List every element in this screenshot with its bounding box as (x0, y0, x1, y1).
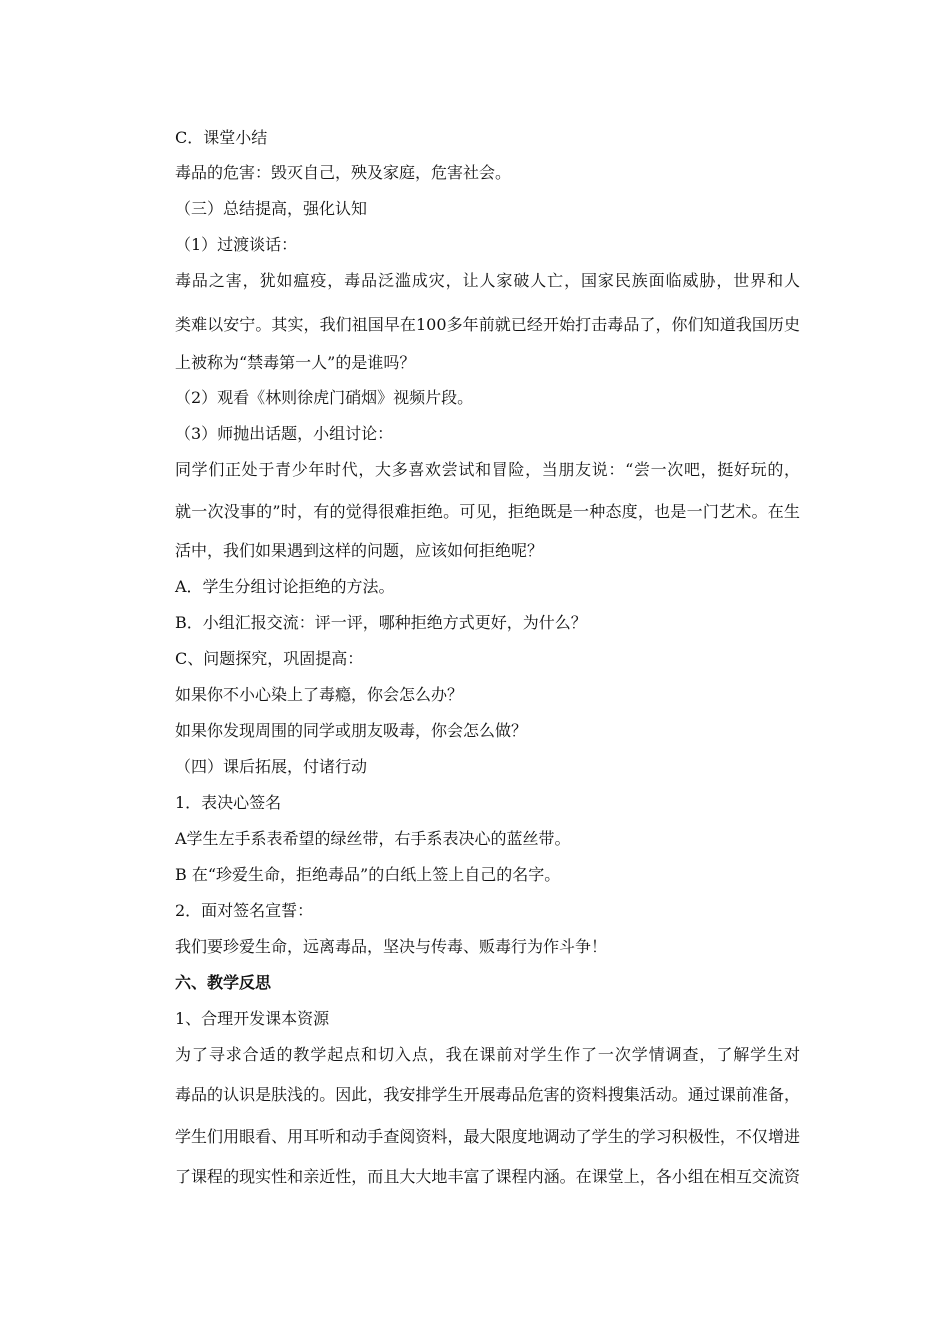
text-line: 我们要珍爱生命，远离毒品，坚决与传毒、贩毒行为作斗争！ (175, 937, 608, 956)
paragraph-line: 类难以安宁。其实，我们祖国早在100多年前就已经开始打击毒品了，你们知道我国历史 (175, 315, 800, 334)
text-line: 如果你不小心染上了毒瘾，你会怎么办？ (175, 685, 464, 704)
paragraph-line: 学生们用眼看、用耳听和动手查阅资料，最大限度地调动了学生的学习积极性，不仅增进 (175, 1127, 800, 1146)
paragraph-line: 同学们正处于青少年时代，大多喜欢尝试和冒险，当朋友说：“尝一次吧，挺好玩的， (175, 460, 800, 479)
list-item: B．小组汇报交流：评一评，哪种拒绝方式更好，为什么？ (175, 613, 587, 632)
list-item: 2．面对签名宣誓： (175, 901, 314, 920)
paragraph-line: 上被称为“禁毒第一人”的是谁吗？ (175, 353, 416, 372)
list-item: 1．表决心签名 (175, 793, 282, 812)
section-heading: （三）总结提高，强化认知 (175, 199, 368, 218)
text-line: 如果你发现周围的同学或朋友吸毒，你会怎么做？ (175, 721, 528, 740)
text-line: （2）观看《林则徐虎门硝烟》视频片段。 (175, 388, 474, 407)
text-line: （3）师抛出话题，小组讨论： (175, 424, 394, 443)
text-line: C．课堂小结 (175, 128, 268, 147)
paragraph-line: 毒品的认识是肤浅的。因此，我安排学生开展毒品危害的资料搜集活动。通过课前准备， (175, 1085, 800, 1104)
section-heading: 六、教学反思 (175, 973, 272, 992)
subsection-heading: 1、合理开发课本资源 (175, 1009, 330, 1028)
list-item: C、问题探究，巩固提高： (175, 649, 364, 668)
text-line: （1）过渡谈话： (175, 235, 298, 254)
text-line: 毒品的危害：毁灭自己，殃及家庭，危害社会。 (175, 163, 512, 182)
text-line: A学生左手系表希望的绿丝带，右手系表决心的蓝丝带。 (175, 829, 571, 848)
section-heading: （四）课后拓展，付诸行动 (175, 757, 368, 776)
text-line: B 在“珍爱生命，拒绝毒品”的白纸上签上自己的名字。 (175, 865, 561, 884)
paragraph-line: 毒品之害，犹如瘟疫，毒品泛滥成灾，让人家破人亡，国家民族面临威胁，世界和人 (175, 271, 800, 290)
paragraph-line: 为了寻求合适的教学起点和切入点，我在课前对学生作了一次学情调查，了解学生对 (175, 1045, 800, 1064)
paragraph-line: 活中，我们如果遇到这样的问题，应该如何拒绝呢？ (175, 541, 544, 560)
list-item: A．学生分组讨论拒绝的方法。 (175, 577, 395, 596)
paragraph-line: 就一次没事的”时，有的觉得很难拒绝。可见，拒绝既是一种态度，也是一门艺术。在生 (175, 502, 800, 521)
paragraph-line: 了课程的现实性和亲近性，而且大大地丰富了课程内涵。在课堂上，各小组在相互交流资 (175, 1167, 800, 1186)
